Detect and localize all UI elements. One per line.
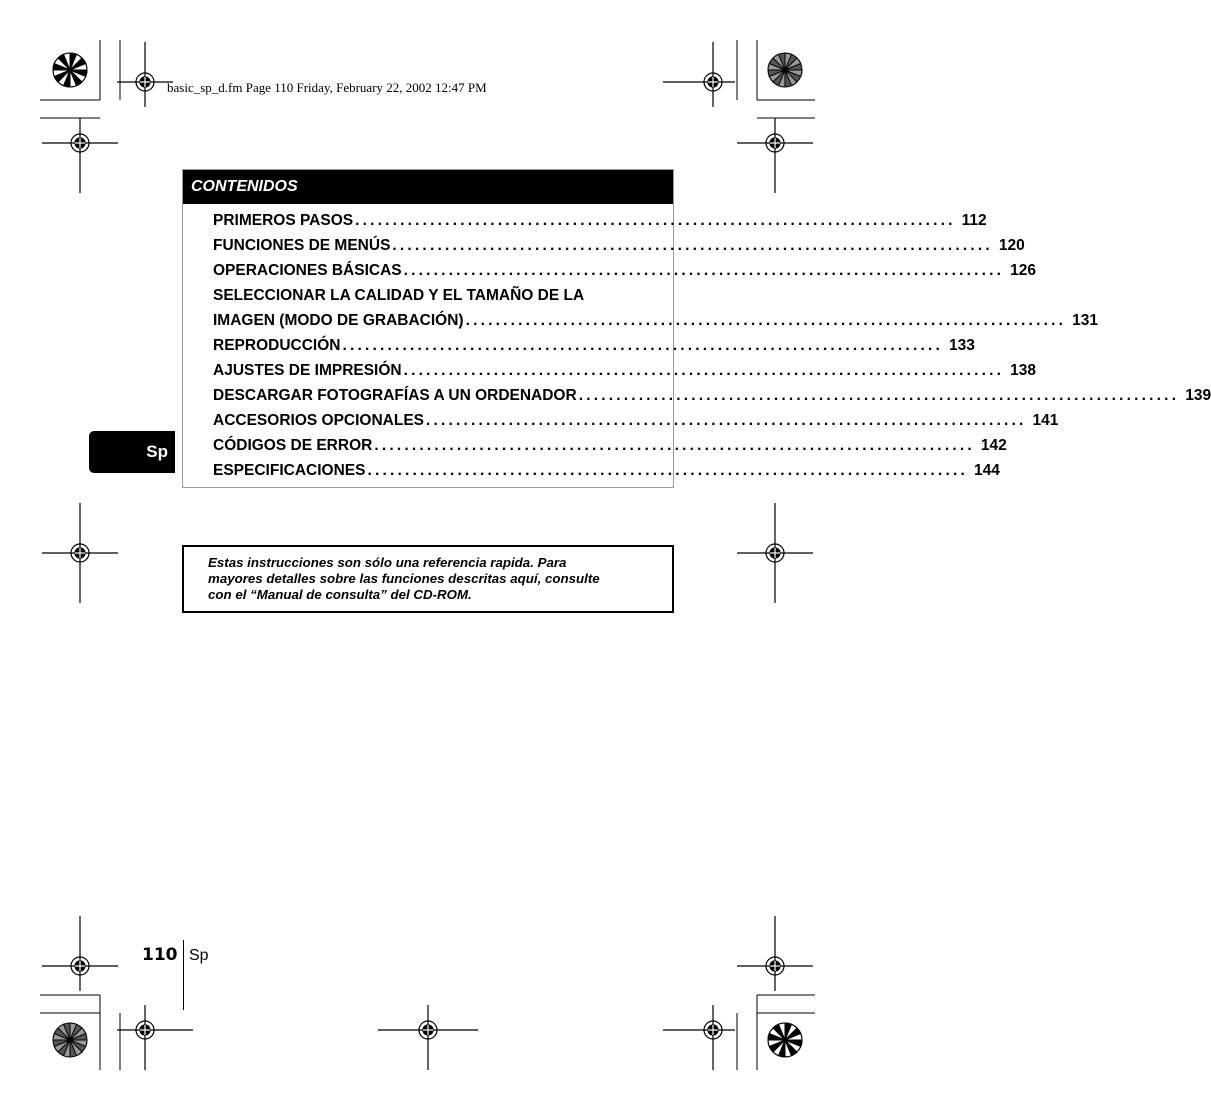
toc-leader-dots: ................................................................................ <box>342 337 943 354</box>
toc-entry-label: PRIMEROS PASOS <box>213 212 354 229</box>
toc-entry <box>213 433 1007 458</box>
toc-leader-dots: ................................................................................ <box>426 412 1027 429</box>
toc-entry-page: 141 <box>1032 412 1059 429</box>
toc-leader-dots: ................................................................................ <box>355 212 956 229</box>
toc-entry <box>213 233 1025 258</box>
reference-note <box>182 545 674 613</box>
toc-entry-label: CÓDIGOS DE ERROR <box>213 437 373 454</box>
toc-leader-dots: ................................................................................ <box>374 437 975 454</box>
contents-list <box>213 208 1211 483</box>
toc-entry-page: 138 <box>1010 362 1037 379</box>
toc-entry <box>213 408 1059 433</box>
toc-entry-label: FUNCIONES DE MENÚS <box>213 237 391 254</box>
toc-entry-label: DESCARGAR FOTOGRAFÍAS A UN ORDENADOR <box>213 387 577 404</box>
toc-entry <box>213 308 1098 333</box>
toc-entry <box>213 283 651 308</box>
note-line: Estas instrucciones son sólo una referencia rapida. Para <box>208 555 567 570</box>
toc-entry-page: 131 <box>1072 312 1098 329</box>
toc-leader-dots: ................................................................................ <box>403 262 1005 279</box>
toc-entry-page: 112 <box>961 212 987 229</box>
toc-entry-page: 139 <box>1185 387 1211 404</box>
toc-entry-label: OPERACIONES BÁSICAS <box>213 262 402 279</box>
table-of-contents <box>182 169 1211 488</box>
toc-entry <box>213 258 1037 283</box>
toc-entry-label: ACCESORIOS OPCIONALES <box>213 412 424 429</box>
toc-entry-label: REPRODUCCIÓN <box>213 337 341 354</box>
toc-entry <box>213 208 987 233</box>
page-number: 110 <box>142 945 178 965</box>
toc-entry-page: 144 <box>973 462 1000 479</box>
toc-entry-label: ESPECIFICACIONES <box>213 462 366 479</box>
note-line: mayores detalles sobre las funciones descritas aquí, consulte <box>208 571 600 586</box>
toc-entry-label: AJUSTES DE IMPRESIÓN <box>213 362 402 379</box>
toc-entry <box>213 383 1211 408</box>
toc-leader-dots: ................................................................................ <box>403 362 1005 379</box>
language-tab: Sp <box>89 431 175 473</box>
footer-language: Sp <box>189 947 209 964</box>
file-info-header: basic_sp_d.fm Page 110 Friday, February 22, 2002 12:47 PM <box>167 80 487 95</box>
toc-entry-label: IMAGEN (MODO DE GRABACIÓN) <box>213 312 464 329</box>
toc-entry-label: SELECCIONAR LA CALIDAD Y EL TAMAÑO DE LA <box>213 287 585 304</box>
toc-leader-dots: ................................................................................ <box>367 462 968 479</box>
toc-entry-page: 133 <box>948 337 975 354</box>
toc-leader-dots: ................................................................................ <box>578 387 1180 404</box>
toc-entry <box>213 333 975 358</box>
toc-entry-page: 142 <box>980 437 1007 454</box>
toc-leader-dots: ................................................................................ <box>392 237 993 254</box>
toc-entry-page: 120 <box>998 237 1025 254</box>
toc-entry <box>213 458 1000 483</box>
note-line: con el “Manual de consulta” del CD-ROM. <box>208 587 472 602</box>
contents-title: CONTENIDOS <box>183 170 673 204</box>
toc-leader-dots: ................................................................................ <box>465 312 1067 329</box>
toc-entry-page: 126 <box>1010 262 1037 279</box>
toc-entry <box>213 358 1037 383</box>
footer-divider <box>183 940 184 1010</box>
